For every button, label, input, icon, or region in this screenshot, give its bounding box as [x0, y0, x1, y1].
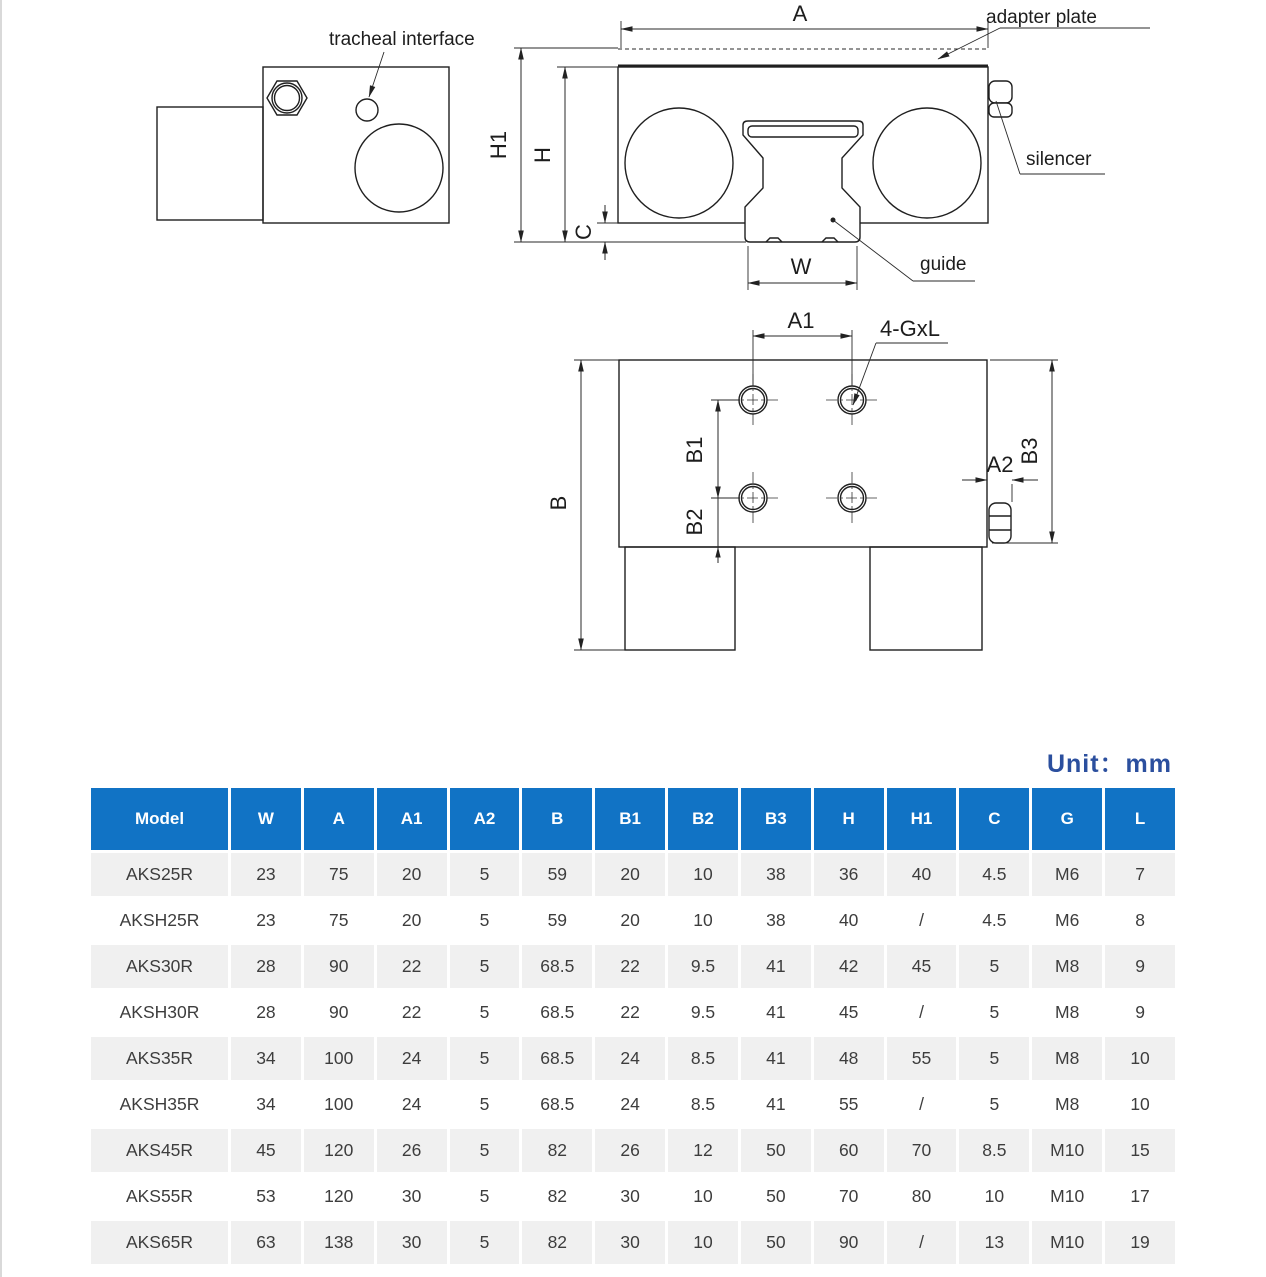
value-cell: 10 — [1105, 1083, 1175, 1126]
value-cell: 70 — [814, 1175, 884, 1218]
value-cell: M8 — [1032, 945, 1102, 988]
column-header: H1 — [887, 788, 957, 850]
value-cell: 30 — [377, 1175, 447, 1218]
model-cell: AKS35R — [91, 1037, 228, 1080]
value-cell: 26 — [377, 1129, 447, 1172]
value-cell: 28 — [231, 991, 301, 1034]
column-header: B3 — [741, 788, 811, 850]
table-row — [91, 991, 1175, 1034]
value-cell: 20 — [595, 853, 665, 896]
value-cell: 68.5 — [522, 1083, 592, 1126]
value-cell: 75 — [304, 853, 374, 896]
value-cell: 59 — [522, 853, 592, 896]
value-cell: 34 — [231, 1083, 301, 1126]
value-cell: 40 — [887, 853, 957, 896]
value-cell: 63 — [231, 1221, 301, 1264]
column-header: L — [1105, 788, 1175, 850]
value-cell: 41 — [741, 945, 811, 988]
value-cell: 8 — [1105, 899, 1175, 942]
plan-right-leg — [870, 547, 982, 650]
value-cell: 10 — [668, 899, 738, 942]
value-cell: 82 — [522, 1221, 592, 1264]
value-cell: 23 — [231, 899, 301, 942]
value-cell: 17 — [1105, 1175, 1175, 1218]
value-cell: 75 — [304, 899, 374, 942]
column-header: A — [304, 788, 374, 850]
value-cell: / — [887, 991, 957, 1034]
value-cell: 15 — [1105, 1129, 1175, 1172]
table-row — [91, 899, 1175, 942]
column-header: H — [814, 788, 884, 850]
value-cell: 9 — [1105, 991, 1175, 1034]
value-cell: M6 — [1032, 899, 1102, 942]
value-cell: 5 — [450, 1083, 520, 1126]
value-cell: 45 — [887, 945, 957, 988]
column-header: Model — [91, 788, 228, 850]
value-cell: 8.5 — [668, 1083, 738, 1126]
guide-leader-line — [833, 220, 913, 281]
table-row — [91, 945, 1175, 988]
value-cell: 30 — [595, 1175, 665, 1218]
model-cell: AKS65R — [91, 1221, 228, 1264]
dim-label-W: W — [790, 254, 812, 279]
column-header: W — [231, 788, 301, 850]
dim-label-A1: A1 — [787, 308, 815, 333]
port-block — [157, 107, 263, 220]
value-cell: 24 — [377, 1083, 447, 1126]
silencer-label: silencer — [1026, 149, 1092, 170]
left-piston-circle — [625, 108, 733, 218]
dim-label-C: C — [571, 224, 596, 240]
thread-note-leader — [853, 343, 876, 405]
dim-arrow-B2 — [715, 547, 720, 558]
page-edge-line — [0, 0, 2, 1277]
value-cell: 5 — [450, 1129, 520, 1172]
value-cell: 5 — [450, 1221, 520, 1264]
value-cell: 50 — [741, 1129, 811, 1172]
value-cell: 5 — [959, 945, 1029, 988]
value-cell: 9.5 — [668, 991, 738, 1034]
tracheal-port-hole — [356, 99, 378, 121]
value-cell: 41 — [741, 991, 811, 1034]
value-cell: 120 — [304, 1129, 374, 1172]
silencer-body-top — [989, 81, 1012, 103]
value-cell: M10 — [1032, 1175, 1102, 1218]
value-cell: 38 — [741, 853, 811, 896]
value-cell: 55 — [814, 1083, 884, 1126]
value-cell: 90 — [304, 945, 374, 988]
dim-label-B1: B1 — [682, 436, 707, 464]
front-view — [486, 1, 1150, 290]
column-header: G — [1032, 788, 1102, 850]
value-cell: 48 — [814, 1037, 884, 1080]
value-cell: 19 — [1105, 1221, 1175, 1264]
value-cell: 120 — [304, 1175, 374, 1218]
plan-silencer — [989, 503, 1011, 543]
value-cell: M10 — [1032, 1129, 1102, 1172]
model-cell: AKS25R — [91, 853, 228, 896]
value-cell: 70 — [887, 1129, 957, 1172]
value-cell: 38 — [741, 899, 811, 942]
value-cell: 10 — [959, 1175, 1029, 1218]
value-cell: 24 — [377, 1037, 447, 1080]
value-cell: 5 — [450, 945, 520, 988]
value-cell: 10 — [668, 853, 738, 896]
value-cell: 50 — [741, 1221, 811, 1264]
value-cell: 8.5 — [959, 1129, 1029, 1172]
column-header: B1 — [595, 788, 665, 850]
adapter-leader-line — [938, 28, 1000, 59]
value-cell: 82 — [522, 1175, 592, 1218]
value-cell: 5 — [450, 991, 520, 1034]
value-cell: 9.5 — [668, 945, 738, 988]
value-cell: 24 — [595, 1037, 665, 1080]
value-cell: 13 — [959, 1221, 1029, 1264]
value-cell: 40 — [814, 899, 884, 942]
unit-label: Unit：mm — [1046, 750, 1172, 778]
value-cell: 41 — [741, 1083, 811, 1126]
value-cell: 42 — [814, 945, 884, 988]
value-cell: 90 — [304, 991, 374, 1034]
value-cell: 7 — [1105, 853, 1175, 896]
value-cell: 10 — [1105, 1037, 1175, 1080]
model-cell: AKSH25R — [91, 899, 228, 942]
value-cell: 24 — [595, 1083, 665, 1126]
table-row — [91, 1129, 1175, 1172]
value-cell: 10 — [668, 1175, 738, 1218]
value-cell: 50 — [741, 1175, 811, 1218]
value-cell: 53 — [231, 1175, 301, 1218]
piston-bore-circle — [355, 124, 443, 212]
guide-label: guide — [920, 254, 967, 275]
value-cell: 12 — [668, 1129, 738, 1172]
value-cell: 138 — [304, 1221, 374, 1264]
table-row — [91, 1037, 1175, 1080]
value-cell: 22 — [595, 945, 665, 988]
value-cell: 60 — [814, 1129, 884, 1172]
tracheal-leader-line — [369, 52, 384, 97]
plan-body — [619, 360, 987, 547]
value-cell: M8 — [1032, 991, 1102, 1034]
value-cell: 5 — [959, 991, 1029, 1034]
thread-note-label: 4-GxL — [880, 316, 940, 341]
mounting-holes — [727, 374, 878, 524]
guide-rail-profile — [743, 121, 863, 242]
dim-label-B: B — [546, 495, 571, 511]
table-header-row — [91, 788, 1175, 850]
value-cell: 34 — [231, 1037, 301, 1080]
side-view — [157, 29, 475, 223]
table-row — [91, 1083, 1175, 1126]
plan-view — [546, 308, 1058, 650]
value-cell: / — [887, 1221, 957, 1264]
table-row — [91, 1175, 1175, 1218]
table-row — [91, 853, 1175, 896]
value-cell: 5 — [450, 899, 520, 942]
column-header: B — [522, 788, 592, 850]
value-cell: 10 — [668, 1221, 738, 1264]
dim-label-H: H — [530, 147, 555, 163]
value-cell: 8.5 — [668, 1037, 738, 1080]
column-header: B2 — [668, 788, 738, 850]
dim-label-A2: A2 — [986, 452, 1014, 477]
value-cell: / — [887, 899, 957, 942]
value-cell: 45 — [814, 991, 884, 1034]
value-cell: 82 — [522, 1129, 592, 1172]
table-row — [91, 1221, 1175, 1264]
value-cell: 5 — [450, 1175, 520, 1218]
value-cell: 30 — [377, 1221, 447, 1264]
value-cell: 100 — [304, 1083, 374, 1126]
right-piston-circle — [873, 108, 981, 218]
model-cell: AKS45R — [91, 1129, 228, 1172]
dim-label-H1: H1 — [486, 130, 511, 160]
column-header: A1 — [377, 788, 447, 850]
value-cell: 80 — [887, 1175, 957, 1218]
value-cell: 4.5 — [959, 899, 1029, 942]
adapter-plate-label: adapter plate — [986, 7, 1097, 28]
column-header: C — [959, 788, 1029, 850]
value-cell: 68.5 — [522, 1037, 592, 1080]
value-cell: / — [887, 1083, 957, 1126]
tracheal-interface-label: tracheal interface — [329, 29, 475, 50]
value-cell: 100 — [304, 1037, 374, 1080]
value-cell: 5 — [959, 1037, 1029, 1080]
model-cell: AKSH30R — [91, 991, 228, 1034]
value-cell: M10 — [1032, 1221, 1102, 1264]
value-cell: 36 — [814, 853, 884, 896]
value-cell: 5 — [450, 853, 520, 896]
value-cell: 22 — [377, 945, 447, 988]
value-cell: 41 — [741, 1037, 811, 1080]
value-cell: 5 — [959, 1083, 1029, 1126]
value-cell: M6 — [1032, 853, 1102, 896]
value-cell: 4.5 — [959, 853, 1029, 896]
value-cell: 28 — [231, 945, 301, 988]
value-cell: 20 — [595, 899, 665, 942]
value-cell: 68.5 — [522, 945, 592, 988]
model-cell: AKSH35R — [91, 1083, 228, 1126]
dim-label-B2: B2 — [682, 508, 707, 536]
table-body — [91, 853, 1175, 1264]
model-cell: AKS30R — [91, 945, 228, 988]
value-cell: 59 — [522, 899, 592, 942]
dim-label-B3: B3 — [1017, 437, 1042, 465]
value-cell: 20 — [377, 899, 447, 942]
value-cell: 68.5 — [522, 991, 592, 1034]
value-cell: 9 — [1105, 945, 1175, 988]
spec-table-wrap — [88, 785, 1178, 1267]
value-cell: 23 — [231, 853, 301, 896]
value-cell: M8 — [1032, 1037, 1102, 1080]
value-cell: 22 — [377, 991, 447, 1034]
value-cell: 30 — [595, 1221, 665, 1264]
column-header: A2 — [450, 788, 520, 850]
dim-label-A: A — [792, 1, 808, 26]
spec-table — [88, 785, 1178, 1267]
model-cell: AKS55R — [91, 1175, 228, 1218]
value-cell: 90 — [814, 1221, 884, 1264]
value-cell: 26 — [595, 1129, 665, 1172]
value-cell: 5 — [450, 1037, 520, 1080]
value-cell: 22 — [595, 991, 665, 1034]
value-cell: M8 — [1032, 1083, 1102, 1126]
value-cell: 20 — [377, 853, 447, 896]
value-cell: 55 — [887, 1037, 957, 1080]
value-cell: 45 — [231, 1129, 301, 1172]
